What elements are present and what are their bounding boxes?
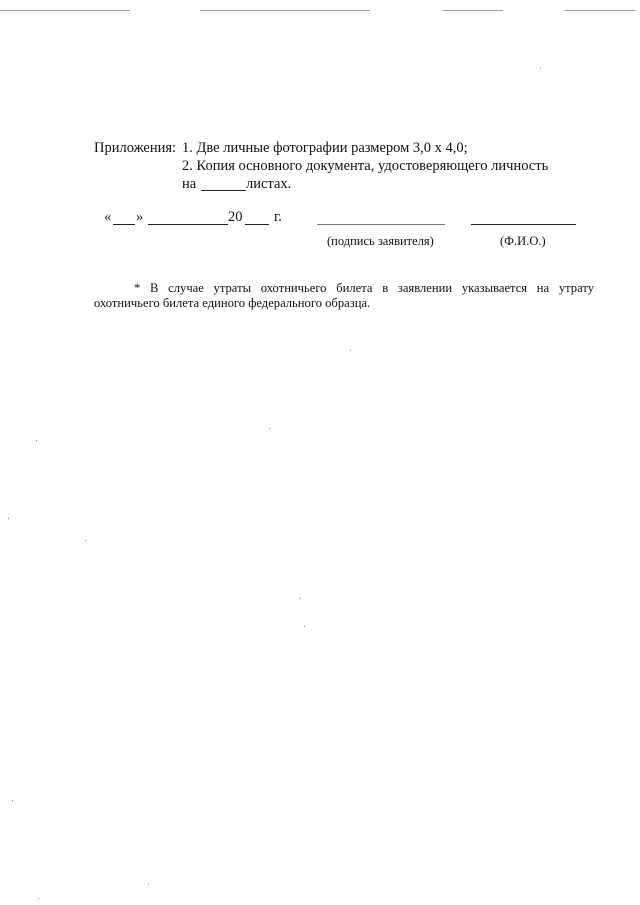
- scan-speck: [540, 68, 541, 69]
- month-blank: [148, 224, 228, 225]
- scan-speck: [269, 428, 270, 429]
- name-blank: [471, 224, 576, 225]
- name-caption: (Ф.И.О.): [500, 234, 546, 248]
- date-open-quote: «: [104, 209, 112, 225]
- scan-speck: [304, 626, 305, 627]
- scan-rule: [200, 10, 370, 11]
- footnote-line-1: * В случае утраты охотничьего билета в заявлении указывается на утрату: [134, 281, 594, 295]
- year-suffix: г.: [274, 209, 282, 225]
- date-close-quote: »: [136, 209, 144, 225]
- scan-speck: [12, 800, 13, 801]
- scan-speck: [350, 350, 351, 351]
- scan-speck: [148, 884, 149, 885]
- day-blank: [113, 224, 135, 225]
- year-blank: [245, 224, 269, 225]
- footnote-line-2: охотничьего билета единого федерального образца.: [94, 296, 371, 310]
- scan-rule: [0, 10, 130, 11]
- scan-speck: [36, 440, 37, 441]
- attachment-item-2-prefix: на: [182, 176, 197, 192]
- attachment-item-2-suffix: листах.: [246, 176, 292, 192]
- attachment-item-2: 2. Копия основного документа, удостоверяющего личность: [182, 158, 549, 174]
- scan-speck: [300, 598, 301, 599]
- sheets-count-blank: [201, 190, 246, 191]
- attachments-label: Приложения:: [94, 140, 177, 156]
- attachment-item-1: 1. Две личные фотографии размером 3,0 х 4,0;: [182, 140, 468, 156]
- year-prefix: 20: [228, 209, 243, 225]
- scan-speck: [8, 518, 9, 519]
- scan-rule: [443, 10, 503, 11]
- signature-caption: (подпись заявителя): [327, 234, 434, 248]
- scan-rule: [565, 10, 635, 11]
- signature-blank: [317, 224, 445, 225]
- scan-speck: [38, 898, 39, 899]
- scan-speck: [85, 540, 86, 541]
